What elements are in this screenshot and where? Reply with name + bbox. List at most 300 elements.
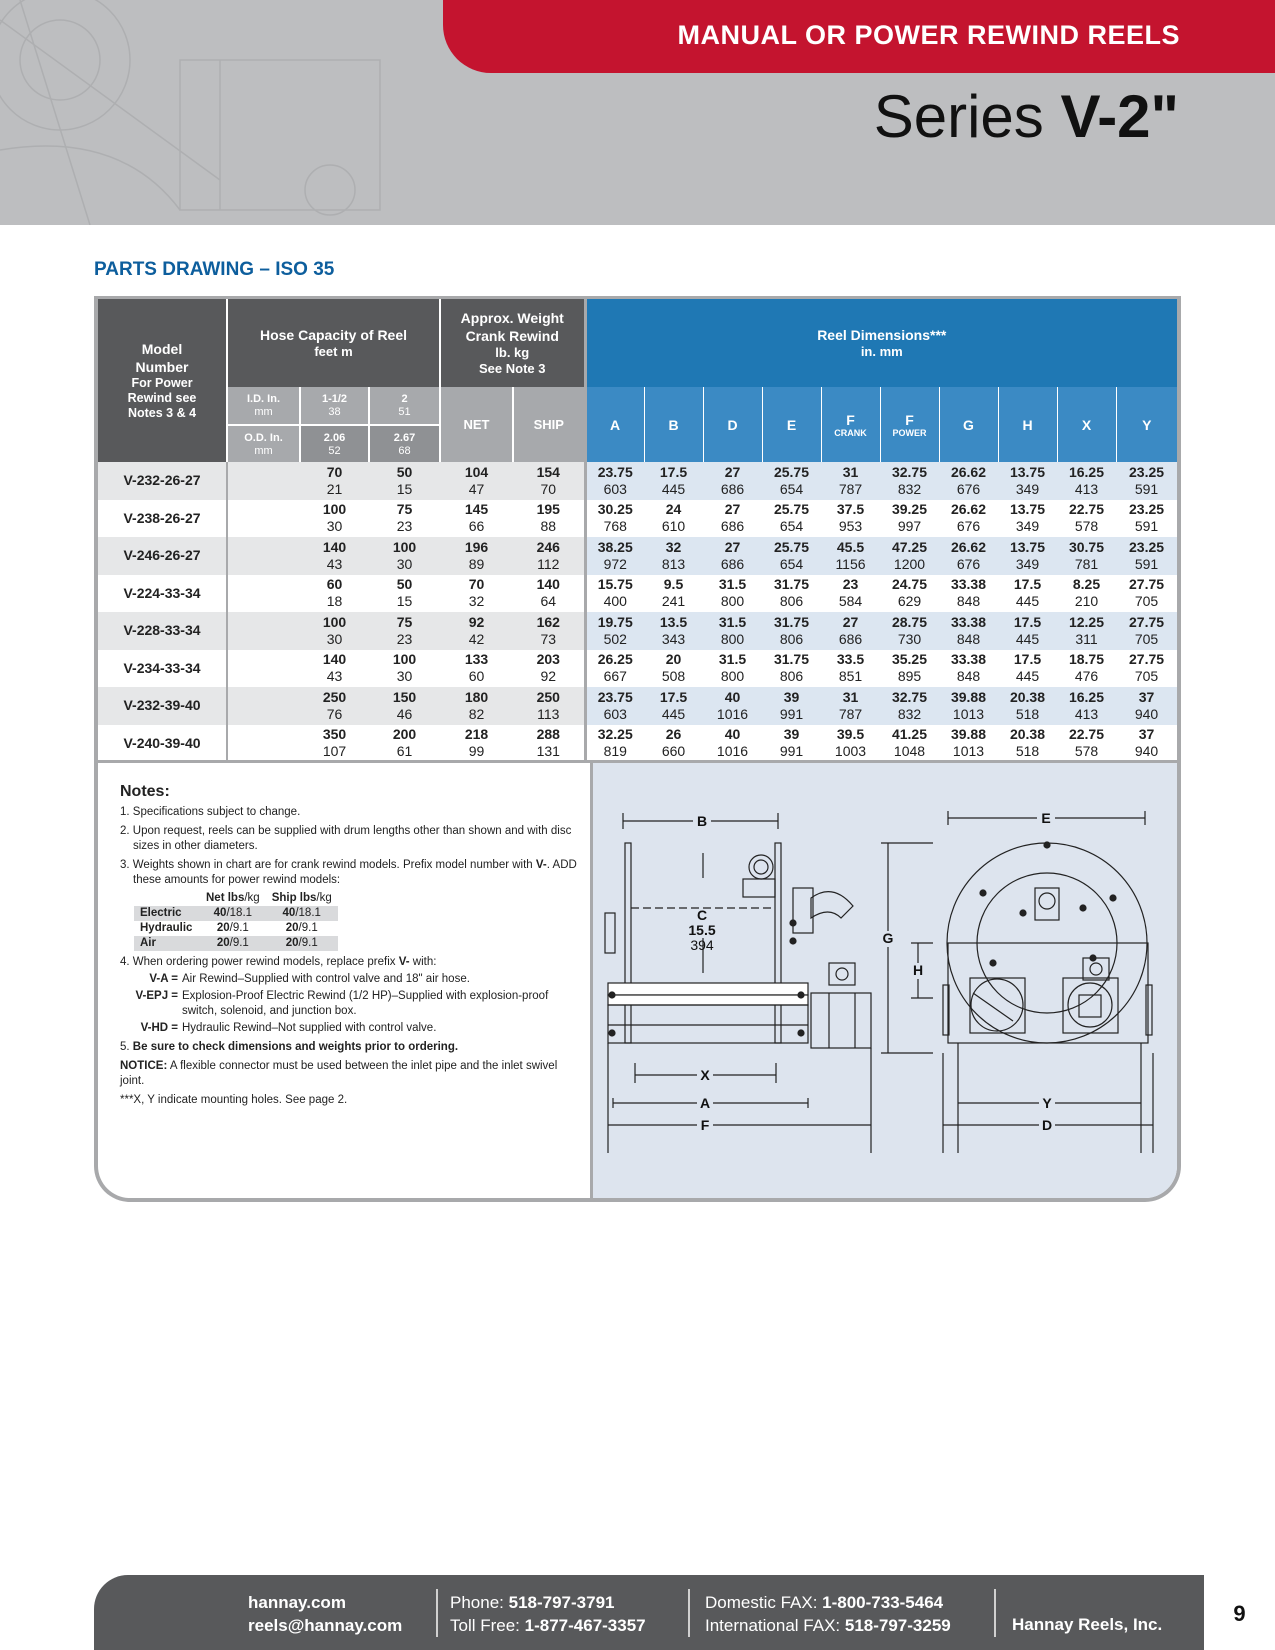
spec-table — [98, 299, 1177, 762]
cell-value-in: 31.75 — [773, 613, 810, 630]
cell-value-mm: 676 — [956, 518, 981, 535]
weight-col-net: NET — [440, 387, 513, 462]
cell-value-in: 31.75 — [773, 651, 810, 668]
cell-value-mm: 781 — [1074, 555, 1099, 572]
cell-value-in: 50 — [396, 463, 413, 480]
table-cell — [998, 612, 1057, 650]
label-spacer — [227, 725, 300, 763]
table-cell — [1057, 575, 1116, 613]
footer-website[interactable]: hannay.com — [248, 1593, 346, 1612]
cell-value-mm: 15 — [396, 480, 413, 497]
table-cell — [644, 575, 703, 613]
table-cell — [880, 650, 939, 688]
table-cell — [513, 612, 585, 650]
cell-value-in: 41.25 — [891, 726, 928, 743]
power-weight-table — [134, 891, 338, 951]
pw-net-header: Net lbs/kg — [206, 892, 260, 904]
table-cell — [644, 537, 703, 575]
table-row — [98, 575, 1177, 613]
cell-value-in: 23.75 — [597, 688, 633, 705]
cell-value-mm: 686 — [720, 480, 745, 497]
cell-value-in: 25.75 — [773, 463, 810, 480]
table-cell — [880, 575, 939, 613]
dim-col-g: G — [939, 387, 998, 462]
table-cell — [703, 537, 762, 575]
cell-value-in: 196 — [464, 538, 489, 555]
cell-value-mm: 832 — [897, 480, 922, 497]
table-cell — [300, 725, 369, 763]
table-cell — [762, 500, 821, 538]
dims-header — [585, 299, 1177, 387]
table-cell — [821, 575, 880, 613]
table-cell — [1116, 575, 1177, 613]
cell-value-in: 13.75 — [1009, 501, 1046, 518]
cell-value-in: 218 — [464, 726, 489, 743]
cell-value-in: 23.25 — [1129, 463, 1165, 480]
dim-col-a: A — [585, 387, 644, 462]
cell-value-in: 100 — [392, 538, 417, 555]
table-cell — [939, 537, 998, 575]
cell-value-mm: 413 — [1074, 480, 1099, 497]
cell-value-in: 17.5 — [659, 463, 688, 480]
table-cell — [939, 575, 998, 613]
series-title — [874, 82, 1179, 151]
cell-value-in: 100 — [322, 501, 347, 518]
cell-value-mm: 686 — [720, 555, 745, 572]
table-cell — [821, 687, 880, 725]
cell-value-mm: 43 — [326, 555, 343, 572]
hose-units: m — [337, 344, 353, 359]
table-cell — [1116, 537, 1177, 575]
table-cell — [880, 725, 939, 763]
page-number: 9 — [1204, 1578, 1275, 1650]
cell-value-mm: 445 — [1015, 668, 1040, 685]
table-cell — [369, 687, 440, 725]
dim-col-e: E — [762, 387, 821, 462]
cell-value-mm: 445 — [1015, 630, 1040, 647]
dim-label-x: X — [700, 1067, 710, 1083]
weight-units-bold: lb. — [495, 345, 511, 360]
cell-value-mm: 241 — [661, 593, 686, 610]
table-cell — [369, 612, 440, 650]
cell-value-mm: 112 — [537, 555, 560, 572]
cell-value-mm: 848 — [956, 668, 981, 685]
banner-tab — [443, 0, 1275, 73]
table-cell — [998, 650, 1057, 688]
cell-value-in: 350 — [322, 726, 347, 743]
cell-value-mm: 806 — [779, 593, 804, 610]
cell-value-in: 31.5 — [718, 576, 747, 593]
footnote: ***X, Y indicate mounting holes. See page 2. — [120, 1094, 348, 1106]
cell-value-in: 39 — [783, 726, 800, 743]
cell-value-in: 23.25 — [1129, 538, 1165, 555]
note-1: 1. Specifications subject to change. — [120, 806, 301, 818]
table-row — [98, 687, 1177, 725]
cell-value-mm: 768 — [603, 518, 627, 535]
table-cell — [300, 500, 369, 538]
background-drawing — [0, 0, 500, 225]
table-cell — [644, 650, 703, 688]
table-cell — [880, 612, 939, 650]
cell-value-mm: 1013 — [952, 743, 985, 760]
cell-value-in: 33.38 — [950, 651, 987, 668]
dim-label-y: Y — [1042, 1095, 1052, 1111]
table-cell — [585, 462, 644, 500]
cell-value-in: 40 — [724, 688, 741, 705]
cell-value-mm: 445 — [1015, 593, 1040, 610]
cell-value-mm: 349 — [1015, 555, 1040, 572]
cell-value-in: 26.62 — [950, 501, 987, 518]
cell-value-in: 15.75 — [597, 576, 633, 593]
table-cell — [300, 687, 369, 725]
hose-header — [227, 299, 440, 387]
table-cell — [585, 687, 644, 725]
table-cell — [939, 725, 998, 763]
cell-value-mm: 660 — [661, 743, 686, 760]
cell-value-mm: 445 — [661, 480, 686, 497]
label-spacer — [227, 462, 300, 500]
table-cell — [703, 462, 762, 500]
table-cell — [762, 462, 821, 500]
table-cell — [939, 500, 998, 538]
cell-value-in: 39.88 — [950, 688, 987, 705]
table-cell — [440, 612, 513, 650]
note-4: 4. When ordering power rewind models, replace prefix V- with: — [120, 956, 437, 968]
table-cell — [998, 462, 1057, 500]
table-cell — [821, 537, 880, 575]
cell-value-mm: 584 — [838, 593, 863, 610]
series-word: Series — [873, 83, 1044, 150]
cell-value-in: 23 — [842, 576, 859, 593]
cell-value-mm: 591 — [1134, 518, 1159, 535]
cell-value-mm: 1003 — [834, 743, 867, 760]
cell-value-in: 70 — [468, 576, 485, 593]
cell-value-in: 26.62 — [950, 538, 987, 555]
dim-label-g: G — [882, 930, 894, 946]
cell-value-mm: 676 — [956, 480, 981, 497]
cell-value-in: 75 — [396, 501, 413, 518]
footer-domestic-fax: 1-800-733-5464 — [822, 1593, 944, 1612]
table-cell — [703, 725, 762, 763]
cell-value-in: 26.25 — [597, 651, 633, 668]
dim-col-h: H — [998, 387, 1057, 462]
table-cell — [369, 725, 440, 763]
table-cell — [821, 500, 880, 538]
cell-value-in: 37.5 — [836, 501, 865, 518]
cell-value-in: 33.38 — [950, 613, 987, 630]
cell-value-in: 39.25 — [891, 501, 928, 518]
footer-contact-web — [248, 1591, 402, 1637]
table-cell — [703, 650, 762, 688]
hose-header-title: Hose Capacity of Reel — [259, 327, 408, 343]
cell-value-mm: 18 — [326, 593, 343, 610]
table-cell — [513, 650, 585, 688]
cell-value-in: 23.25 — [1129, 501, 1165, 518]
notes-title: Notes: — [120, 783, 170, 800]
cell-value-in: 39.88 — [950, 726, 987, 743]
cell-value-mm: 654 — [779, 518, 804, 535]
cell-value-in: 16.25 — [1068, 463, 1105, 480]
table-cell — [821, 462, 880, 500]
dim-col-f-crank: F CRANK — [821, 387, 880, 462]
table-cell — [880, 462, 939, 500]
cell-value-mm: 61 — [396, 743, 413, 760]
table-cell — [644, 612, 703, 650]
table-cell — [1116, 650, 1177, 688]
cell-value-mm: 603 — [603, 480, 627, 497]
cell-value-in: 19.75 — [597, 613, 633, 630]
cell-value-mm: 940 — [1134, 705, 1159, 722]
reel-drawing — [593, 763, 1177, 1202]
table-row — [98, 500, 1177, 538]
table-row — [98, 725, 1177, 763]
table-cell — [440, 575, 513, 613]
table-cell — [369, 650, 440, 688]
cell-value-mm: 953 — [838, 518, 863, 535]
cell-value-in: 31.75 — [773, 576, 810, 593]
cell-value-mm: 851 — [838, 668, 863, 685]
table-cell — [644, 462, 703, 500]
cell-value-in: 20.38 — [1009, 726, 1046, 743]
table-cell — [821, 725, 880, 763]
cell-value-mm: 42 — [468, 630, 485, 647]
cell-value-in: 33.38 — [950, 576, 987, 593]
cell-value-in: 31.5 — [718, 651, 747, 668]
table-cell — [939, 687, 998, 725]
table-cell — [762, 537, 821, 575]
prefix-hydraulic: V-HD = Hydraulic Rewind–Not supplied with control valve. — [140, 1022, 437, 1034]
dims-header-title: Reel Dimensions*** — [817, 327, 947, 343]
cell-value-in: 100 — [322, 613, 347, 630]
cell-value-mm: 210 — [1074, 593, 1099, 610]
table-cell — [998, 537, 1057, 575]
table-cell — [369, 537, 440, 575]
table-cell — [440, 462, 513, 500]
cell-value-mm: 1048 — [893, 743, 926, 760]
cell-value-in: 27 — [724, 538, 741, 555]
label-spacer — [227, 537, 300, 575]
table-cell — [1116, 725, 1177, 763]
cell-value-in: 32 — [665, 538, 682, 555]
table-row — [98, 462, 1177, 500]
cell-value-mm: 848 — [956, 630, 981, 647]
table-cell — [300, 612, 369, 650]
cell-value-mm: 591 — [1134, 480, 1159, 497]
cell-value-mm: 311 — [1075, 630, 1098, 647]
table-cell — [1057, 687, 1116, 725]
table-cell — [762, 650, 821, 688]
table-cell — [1057, 537, 1116, 575]
cell-value-in: 75 — [396, 613, 413, 630]
model-number: V-232-26-27 — [98, 462, 227, 500]
cell-value-in: 195 — [536, 501, 560, 518]
model-number: V-224-33-34 — [98, 575, 227, 613]
cell-value-mm: 578 — [1074, 743, 1099, 760]
table-cell — [762, 725, 821, 763]
dim-label-c: C — [696, 907, 708, 923]
footer-email[interactable]: reels@hannay.com — [248, 1616, 403, 1635]
table-cell — [1116, 687, 1177, 725]
cell-value-mm: 131 — [536, 743, 560, 760]
pw-ship-header: Ship lbs/kg — [271, 892, 332, 904]
pw-row-hydraulic: Hydraulic 20/9.1 20/9.1 — [140, 922, 318, 934]
note-5: 5. Be sure to check dimensions and weights prior to ordering. — [120, 1041, 459, 1053]
cell-value-in: 37 — [1138, 688, 1155, 705]
cell-value-in: 25.75 — [773, 538, 810, 555]
cell-value-in: 32.75 — [891, 463, 928, 480]
table-cell — [880, 687, 939, 725]
cell-value-mm: 610 — [661, 518, 686, 535]
cell-value-in: 60 — [326, 576, 343, 593]
dim-col-f-power: F POWER — [880, 387, 939, 462]
cell-value-mm: 1016 — [716, 743, 749, 760]
cell-value-in: 17.5 — [659, 688, 688, 705]
table-cell — [585, 500, 644, 538]
cell-value-in: 17.5 — [1013, 651, 1042, 668]
cell-value-mm: 686 — [720, 518, 745, 535]
cell-value-mm: 73 — [540, 630, 557, 647]
banner-title: MANUAL OR POWER REWIND REELS — [677, 20, 1180, 50]
cell-value-mm: 603 — [603, 705, 627, 722]
prefix-electric: V-EPJ = Explosion-Proof Electric Rewind (1/2 HP)–Supplied with explosion-proof switch, solenoid, and junction box. — [135, 990, 549, 1017]
cell-value-in: 27.75 — [1129, 613, 1165, 630]
cell-value-in: 140 — [322, 651, 347, 668]
cell-value-in: 22.75 — [1068, 501, 1105, 518]
cell-value-mm: 806 — [779, 668, 804, 685]
cell-value-in: 288 — [536, 726, 560, 743]
table-cell — [703, 612, 762, 650]
dim-label-d: D — [1041, 1117, 1053, 1133]
cell-value-mm: 343 — [661, 630, 686, 647]
section-title: PARTS DRAWING – ISO 35 — [94, 259, 335, 280]
header-band — [0, 0, 1275, 225]
table-cell — [880, 500, 939, 538]
cell-value-mm: 60 — [468, 668, 485, 685]
dim-col-y: Y — [1116, 387, 1177, 462]
dim-label-h: H — [912, 962, 924, 978]
table-cell — [703, 687, 762, 725]
cell-value-mm: 991 — [779, 705, 804, 722]
cell-value-mm: 1156 — [835, 555, 866, 572]
dim-label-b: B — [696, 813, 708, 829]
footer-phones: Phone: 518-797-3791 Toll Free: 1-877-467-3357 — [450, 1593, 646, 1635]
table-cell — [369, 500, 440, 538]
dim-label-c-mm: 394 — [690, 937, 714, 953]
cell-value-mm: 30 — [396, 668, 413, 685]
table-row — [98, 612, 1177, 650]
table-cell — [880, 537, 939, 575]
cell-value-mm: 667 — [603, 668, 627, 685]
cell-value-in: 16.25 — [1068, 688, 1105, 705]
cell-value-mm: 591 — [1134, 555, 1159, 572]
cell-value-in: 50 — [396, 576, 413, 593]
cell-value-in: 39.5 — [836, 726, 865, 743]
cell-value-in: 38.25 — [597, 538, 633, 555]
cell-value-mm: 1016 — [716, 705, 749, 722]
table-cell — [513, 500, 585, 538]
table-cell — [585, 537, 644, 575]
cell-value-mm: 686 — [838, 630, 863, 647]
table-cell — [703, 500, 762, 538]
table-cell — [1057, 725, 1116, 763]
cell-value-in: 27 — [842, 613, 859, 630]
cell-value-in: 154 — [536, 463, 560, 480]
cell-value-in: 162 — [536, 613, 560, 630]
note-3: 3. Weights shown in chart are for crank rewind models. Prefix model number with V-. ADD these amounts for power rewind models: — [120, 859, 577, 886]
cell-value-mm: 70 — [540, 480, 557, 497]
table-cell — [513, 537, 585, 575]
table-row — [98, 537, 1177, 575]
cell-value-mm: 800 — [720, 668, 745, 685]
cell-value-mm: 88 — [540, 518, 557, 535]
cell-value-in: 26.62 — [950, 463, 987, 480]
table-cell — [998, 725, 1057, 763]
cell-value-mm: 23 — [396, 518, 413, 535]
cell-value-mm: 705 — [1134, 630, 1159, 647]
table-cell — [585, 575, 644, 613]
table-cell — [440, 725, 513, 763]
model-number: V-238-26-27 — [98, 500, 227, 538]
label-spacer — [227, 500, 300, 538]
cell-value-in: 24.75 — [891, 576, 928, 593]
cell-value-mm: 502 — [603, 630, 627, 647]
cell-value-in: 104 — [464, 463, 489, 480]
dims-units: mm — [875, 344, 903, 359]
cell-value-in: 246 — [536, 538, 560, 555]
weight-col-ship: SHIP — [513, 387, 585, 462]
table-cell — [300, 462, 369, 500]
cell-value-mm: 895 — [897, 668, 922, 685]
cell-value-in: 30.75 — [1068, 538, 1105, 555]
cell-value-in: 100 — [392, 651, 417, 668]
cell-value-in: 28.75 — [891, 613, 928, 630]
cell-value-mm: 476 — [1074, 668, 1099, 685]
cell-value-mm: 113 — [537, 705, 560, 722]
dim-col-x: X — [1057, 387, 1116, 462]
cell-value-mm: 99 — [468, 743, 485, 760]
footer-separator — [994, 1589, 996, 1637]
table-cell — [1057, 650, 1116, 688]
cell-value-in: 25.75 — [773, 501, 810, 518]
footer — [94, 1575, 1204, 1650]
cell-value-mm: 654 — [779, 555, 804, 572]
cell-value-in: 13.75 — [1009, 463, 1046, 480]
prefix-air: V-A = Air Rewind–Supplied with control valve and 18" air hose. — [149, 973, 470, 985]
table-cell — [1057, 612, 1116, 650]
table-cell — [644, 500, 703, 538]
cell-value-in: 12.25 — [1068, 613, 1105, 630]
cell-value-mm: 705 — [1134, 668, 1159, 685]
model-header-line2: Number — [135, 359, 189, 375]
table-cell — [998, 500, 1057, 538]
cell-value-mm: 23 — [396, 630, 413, 647]
model-number: V-240-39-40 — [98, 725, 227, 763]
cell-value-mm: 806 — [779, 630, 804, 647]
table-cell — [300, 537, 369, 575]
cell-value-in: 17.5 — [1013, 576, 1042, 593]
dim-label-a: A — [699, 1095, 711, 1111]
parts-drawing — [593, 763, 1177, 1202]
cell-value-in: 200 — [392, 726, 417, 743]
notice: NOTICE: A flexible connector must be used between the inlet pipe and the inlet swivel joint. — [120, 1060, 558, 1087]
cell-value-in: 140 — [536, 576, 560, 593]
cell-value-mm: 705 — [1134, 593, 1159, 610]
spec-frame — [94, 296, 1181, 1202]
cell-value-mm: 518 — [1015, 705, 1040, 722]
model-number: V-232-39-40 — [98, 687, 227, 725]
cell-value-in: 40 — [724, 726, 741, 743]
cell-value-mm: 66 — [468, 518, 485, 535]
